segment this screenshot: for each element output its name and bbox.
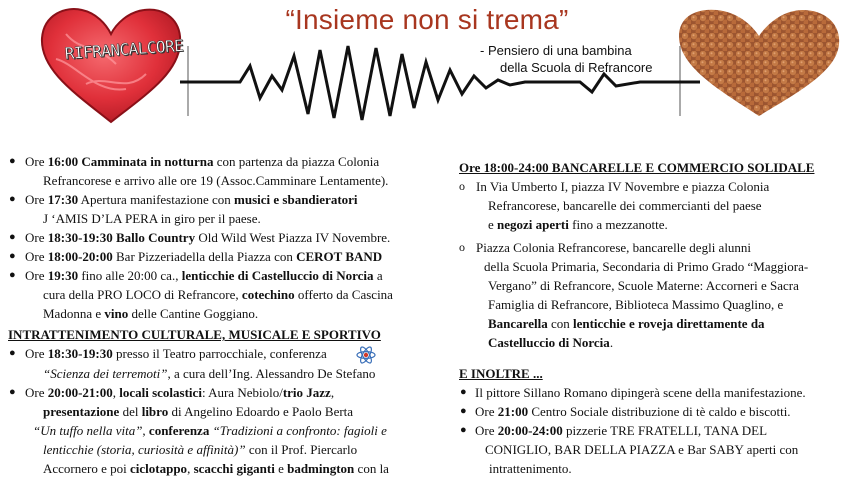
atom-icon bbox=[356, 346, 376, 364]
seismograph-wave-icon bbox=[180, 36, 700, 126]
list-item: ● Ore 19:30 fino alle 20:00 ca., lenticchie di Castelluccio di Norcia a cura della PRO LOCO di Refrancore, cotechino offerto da Cascina Madonna e vino delle Cantine Goggiano. bbox=[9, 268, 393, 321]
section-heading-culture: INTRATTENIMENTO CULTURALE, MUSICALE E SPORTIVO bbox=[8, 327, 381, 342]
page-title: “Insieme non si trema” bbox=[285, 4, 569, 35]
bullet-icon: ● bbox=[460, 386, 467, 398]
bullet-icon: ● bbox=[9, 231, 16, 243]
right-column bbox=[459, 152, 851, 478]
left-column bbox=[8, 152, 448, 478]
list-item: ● Ore 18:00-20:00 Bar Pizzeriadella della Piazza con CEROT BAND bbox=[9, 249, 383, 264]
culture-list bbox=[8, 344, 448, 478]
schedule-list bbox=[8, 152, 448, 323]
section-heading-market: Ore 18:00-24:00 BANCARELLE E COMMERCIO SOLIDALE bbox=[459, 160, 815, 175]
bullet-icon: ● bbox=[9, 269, 16, 281]
list-item: ● Ore 17:30 Apertura manifestazione con musici e sbandieratori J ‘AMIS D’LA PERA in giro per il paese. bbox=[9, 192, 358, 226]
bullet-icon: ● bbox=[460, 424, 467, 436]
list-item: ● Ore 21:00 Centro Sociale distribuzione di tè caldo e biscotti. bbox=[460, 404, 791, 419]
logo-text: RIFRANCALCORE bbox=[64, 35, 184, 64]
list-item: ● Ore 18:30-19:30 presso il Teatro parrocchiale, conferenza “Scienza dei terremoti”, a cura dell’Ing. Alessandro De Stefano bbox=[9, 346, 376, 382]
list-item: ● Ore 18:30-19:30 Ballo Country Old Wild West Piazza IV Novembre. bbox=[9, 230, 391, 245]
list-item: ● Ore 20:00-21:00, locali scolastici: Aura Nebiolo/trio Jazz, presentazione del libro di Angelino Edoardo e Paolo Berta “Un tuffo nella vita”, conferenza “Tradizioni a confronto: fagioli e lenticchie (storia, curiosità e affinità)” con il Prof. Piercarlo Accornero e poi ciclotappo, scacchi giganti e badmington con la bbox=[9, 385, 389, 477]
list-item: ● Ore 16:00 Camminata in notturna con partenza da piazza Colonia Refrancorese e arrivo alle ore 19 (Assoc.Camminare Lentamente). bbox=[9, 154, 389, 188]
circle-bullet-icon: o bbox=[459, 179, 465, 193]
bullet-icon: ● bbox=[9, 386, 16, 399]
lentil-heart-icon bbox=[673, 6, 845, 118]
list-item: ● Ore 20:00-24:00 pizzerie TRE FRATELLI, TANA DEL CONIGLIO, BAR DELLA PIAZZA e Bar SABY aperti con intrattenimento. bbox=[460, 423, 799, 476]
heart-logo-icon bbox=[36, 4, 186, 124]
bullet-icon: ● bbox=[9, 193, 16, 205]
list-item: o Piazza Colonia Refrancorese, bancarelle degli alunni della Scuola Primaria, Secondaria di Primo Grado “Maggiora- Vergano” di Refrancore, Scuole Materne: Accorneri e Sacra Famiglia di Refrancore, Biblioteca Massimo Quaglino, e Bancarella con lenticchie e roveja direttamente da Castelluccio di Norcia. bbox=[459, 240, 809, 350]
market-list bbox=[459, 177, 851, 352]
section-heading-extra: E INOLTRE ... bbox=[459, 366, 543, 381]
bullet-icon: ● bbox=[9, 347, 16, 359]
subtitle-line-2: della Scuola di Refrancore bbox=[500, 60, 653, 75]
extra-list bbox=[459, 383, 851, 478]
list-item: ● Il pittore Sillano Romano dipingerà scene della manifestazione. bbox=[460, 385, 806, 400]
bullet-icon: ● bbox=[460, 405, 467, 417]
bullet-icon: ● bbox=[9, 250, 16, 262]
circle-bullet-icon: o bbox=[459, 240, 465, 254]
subtitle-line-1: - Pensiero di una bambina bbox=[480, 43, 632, 58]
list-item: o In Via Umberto I, piazza IV Novembre e piazza Colonia Refrancorese, bancarelle dei commercianti del paese e negozi aperti fino a mezzanotte. bbox=[459, 179, 770, 232]
bullet-icon: ● bbox=[9, 155, 16, 167]
